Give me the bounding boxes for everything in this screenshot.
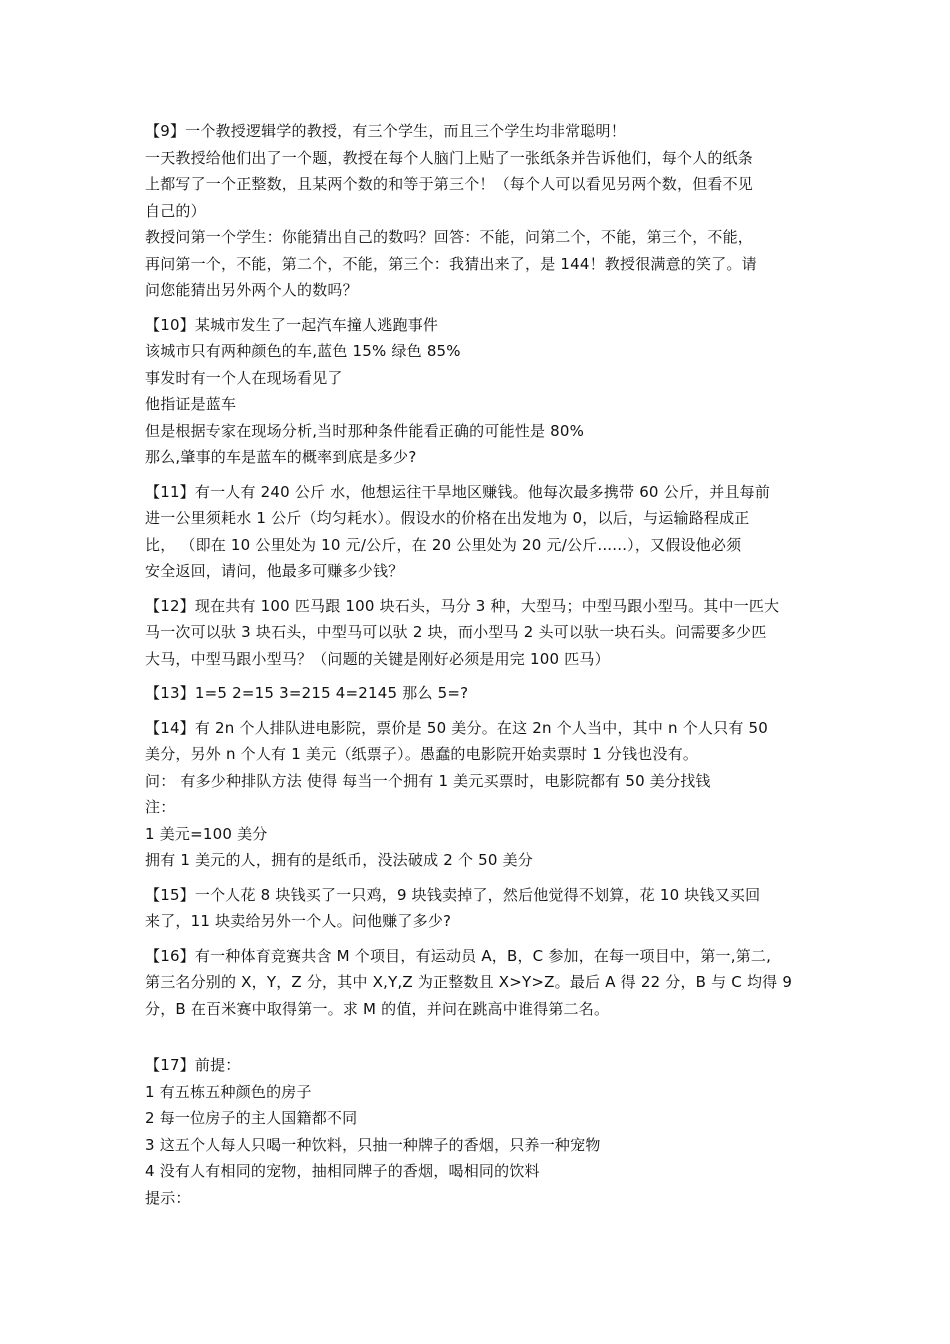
problem-line: 问： 有多少种排队方法 使得 每当一个拥有 1 美元买票时，电影院都有 50 美分找钱 bbox=[145, 771, 711, 790]
problem-line: 再问第一个，不能，第二个，不能，第三个：我猜出来了，是 144！教授很满意的笑了。请 bbox=[145, 254, 757, 273]
problem-10 bbox=[145, 312, 810, 471]
problem-line: 【10】某城市发生了一起汽车撞人逃跑事件 bbox=[145, 315, 439, 334]
problem-line: 提示： bbox=[145, 1188, 191, 1207]
problem-line: 1 有五栋五种颜色的房子 bbox=[145, 1082, 312, 1101]
problem-line: 事发时有一个人在现场看见了 bbox=[145, 368, 343, 387]
problem-line: 一天教授给他们出了一个题，教授在每个人脑门上贴了一张纸条并告诉他们，每个人的纸条 bbox=[145, 148, 754, 167]
problem-line: 【15】一个人花 8 块钱买了一只鸡，9 块钱卖掉了，然后他觉得不划算，花 10 块钱又买回 bbox=[145, 885, 761, 904]
problem-line: 【16】有一种体育竞赛共含 M 个项目，有运动员 A，B，C 参加，在每一项目中，第一,第二, bbox=[145, 946, 772, 965]
problem-11 bbox=[145, 479, 810, 585]
problem-line: 2 每一位房子的主人国籍都不同 bbox=[145, 1109, 358, 1127]
problem-line: 第三名分别的 X，Y，Z 分，其中 X,Y,Z 为正整数且 X>Y>Z。最后 A 得 22 分，B 与 C 均得 9 bbox=[145, 973, 793, 991]
problem-line: 大马，中型马跟小型马？（问题的关键是刚好必须是用完 100 匹马） bbox=[145, 649, 610, 668]
problem-line: 注： bbox=[145, 798, 176, 816]
problem-line: 马一次可以驮 3 块石头，中型马可以驮 2 块，而小型马 2 头可以驮一块石头。问需要多少匹 bbox=[145, 623, 767, 641]
problem-line: 那么,肇事的车是蓝车的概率到底是多少? bbox=[145, 448, 417, 466]
problem-line: 来了，11 块卖给另外一个人。问他赚了多少? bbox=[145, 912, 452, 930]
problem-line: 【13】1=5 2=15 3=215 4=2145 那么 5=? bbox=[145, 684, 469, 702]
problem-13 bbox=[145, 680, 810, 707]
problem-16 bbox=[145, 943, 810, 1023]
problem-line: 【17】前提： bbox=[145, 1056, 241, 1074]
problem-9 bbox=[145, 118, 810, 304]
problem-line: 他指证是蓝车 bbox=[145, 395, 237, 413]
problem-line: 上都写了一个正整数，且某两个数的和等于第三个！（每个人可以看见另两个数，但看不见 bbox=[145, 175, 754, 193]
problem-line: 【9】一个教授逻辑学的教授，有三个学生，而且三个学生均非常聪明！ bbox=[145, 122, 626, 140]
problem-line: 比， （即在 10 公里处为 10 元/公斤，在 20 公里处为 20 元/公斤......），又假设他必须 bbox=[145, 535, 742, 554]
problem-line: 问您能猜出另外两个人的数吗？ bbox=[145, 281, 358, 299]
problem-line: 但是根据专家在现场分析,当时那种条件能看正确的可能性是 80% bbox=[145, 421, 585, 440]
problem-line: 进一公里须耗水 1 公斤（均匀耗水）。假设水的价格在出发地为 0，以后，与运输路程成正 bbox=[145, 509, 750, 527]
problem-line: 【14】有 2n 个人排队进电影院，票价是 50 美分。在这 2n 个人当中，其中 n 个人只有 50 bbox=[145, 718, 768, 737]
problem-line: 4 没有人有相同的宠物，抽相同牌子的香烟，喝相同的饮料 bbox=[145, 1162, 540, 1180]
problem-line: 【12】现在共有 100 匹马跟 100 块石头，马分 3 种，大型马；中型马跟小型马。其中一匹大 bbox=[145, 596, 780, 615]
problem-17 bbox=[145, 1052, 810, 1211]
problem-line: 【11】有一人有 240 公斤 水，他想运往干旱地区赚钱。他每次最多携带 60 公斤，并且每前 bbox=[145, 482, 771, 501]
problem-line: 该城市只有两种颜色的车,蓝色 15% 绿色 85% bbox=[145, 342, 461, 360]
problem-12 bbox=[145, 593, 810, 673]
problem-line: 美分，另外 n 个人有 1 美元（纸票子）。愚蠢的电影院开始卖票时 1 分钱也没有。 bbox=[145, 745, 699, 763]
problem-line: 教授问第一个学生：你能猜出自己的数吗？回答：不能，问第二个，不能，第三个，不能， bbox=[145, 228, 754, 246]
problem-line: 自己的） bbox=[145, 201, 206, 220]
problem-line: 安全返回，请问，他最多可赚多少钱？ bbox=[145, 562, 404, 580]
document-page bbox=[145, 118, 810, 1211]
problem-line: 分，B 在百米赛中取得第一。求 M 的值，并问在跳高中谁得第二名。 bbox=[145, 999, 610, 1018]
problem-15 bbox=[145, 882, 810, 935]
problem-line: 3 这五个人每人只喝一种饮料，只抽一种牌子的香烟，只养一种宠物 bbox=[145, 1135, 601, 1154]
problem-14 bbox=[145, 715, 810, 874]
problem-line: 拥有 1 美元的人，拥有的是纸币，没法破成 2 个 50 美分 bbox=[145, 851, 533, 869]
problem-line: 1 美元=100 美分 bbox=[145, 824, 268, 843]
